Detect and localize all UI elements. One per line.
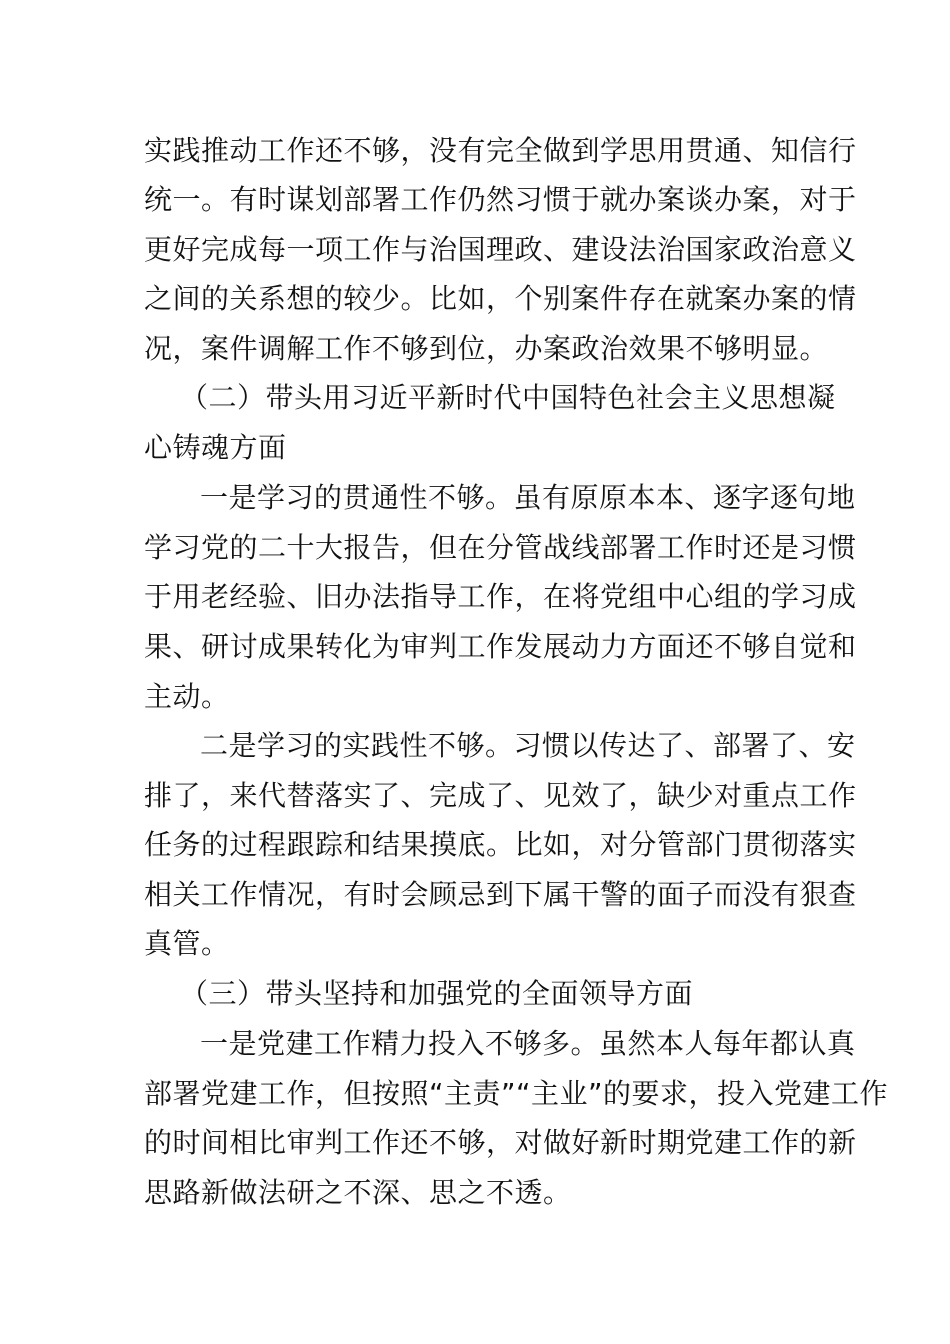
body-text-line: 一是党建工作精力投入不够多。虽然本人每年都认真 [200, 1027, 856, 1060]
body-text-line: 实践推动工作还不够，没有完全做到学思用贯通、知信行 [144, 134, 857, 167]
body-text-line: 一是学习的贯通性不够。虽有原原本本、逐字逐句地 [200, 481, 856, 514]
body-text-line: 于用老经验、旧办法指导工作，在将党组中心组的学习成 [144, 580, 857, 613]
body-text-line: 之间的关系想的较少。比如，个别案件存在就案办案的情 [144, 282, 857, 315]
body-text-line: 相关工作情况，有时会顾忌到下属干警的面子而没有狠查 [144, 878, 857, 911]
body-text-line: 排了，来代替落实了、完成了、见效了，缺少对重点工作 [144, 779, 857, 812]
body-text-line: 思路新做法研之不深、思之不透。 [144, 1176, 572, 1209]
section-heading-2-continued: 心铸魂方面 [144, 431, 287, 464]
body-text-line: 学习党的二十大报告，但在分管战线部署工作时还是习惯 [144, 531, 857, 564]
body-text-line: 部署党建工作，但按照“主责”“主业”的要求，投入党建工作 [144, 1077, 889, 1110]
section-heading-2: （二）带头用习近平新时代中国特色社会主义思想凝 [180, 381, 836, 414]
body-text-line: 况，案件调解工作不够到位，办案政治效果不够明显。 [144, 332, 829, 365]
body-text-line: 果、研讨成果转化为审判工作发展动力方面还不够自觉和 [144, 630, 857, 663]
body-text-line: 真管。 [144, 927, 230, 960]
body-text-line: 的时间相比审判工作还不够，对做好新时期党建工作的新 [144, 1126, 857, 1159]
body-text-line: 统一。有时谋划部署工作仍然习惯于就办案谈办案，对于 [144, 183, 857, 216]
body-text-line: 更好完成每一项工作与治国理政、建设法治国家政治意义 [144, 233, 857, 266]
body-text-line: 二是学习的实践性不够。习惯以传达了、部署了、安 [200, 729, 856, 762]
section-heading-3: （三）带头坚持和加强党的全面领导方面 [180, 977, 694, 1010]
body-text-line: 任务的过程跟踪和结果摸底。比如，对分管部门贯彻落实 [144, 828, 857, 861]
body-text-line: 主动。 [144, 680, 230, 713]
